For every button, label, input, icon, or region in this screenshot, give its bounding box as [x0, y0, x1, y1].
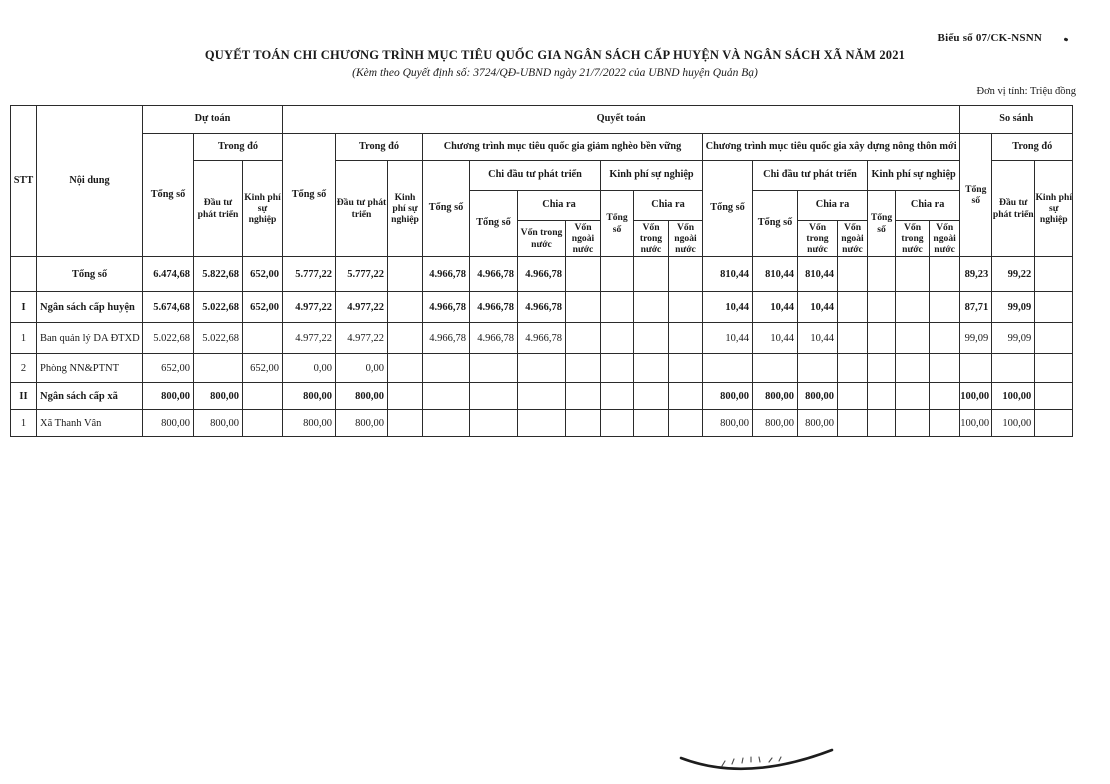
page-title: QUYẾT TOÁN CHI CHƯƠNG TRÌNH MỤC TIÊU QUỐC GIA NGÂN SÁCH CẤP HUYỆN VÀ NGÂN SÁCH XÃ NĂM 2021 [204, 48, 906, 62]
head-dt-kpsn: Kinh phí sự nghiệp [243, 161, 283, 257]
table-cell: 0,00 [336, 354, 388, 383]
table-cell: 800,00 [283, 410, 336, 437]
table-cell [1035, 354, 1073, 383]
table-cell [388, 292, 423, 323]
table-cell [423, 410, 470, 437]
table-cell [634, 354, 669, 383]
table-cell [930, 323, 960, 354]
table-cell [669, 410, 703, 437]
row-name: Ngân sách cấp xã [37, 383, 143, 410]
row-stt: I [11, 292, 37, 323]
table-cell [634, 383, 669, 410]
table-cell: 800,00 [336, 410, 388, 437]
row-name: Ngân sách cấp huyện [37, 292, 143, 323]
table-cell: 810,44 [798, 257, 838, 292]
table-cell: 800,00 [753, 410, 798, 437]
table-cell [601, 323, 634, 354]
table-cell: 5.822,68 [194, 257, 243, 292]
table-cell [669, 292, 703, 323]
row-stt [11, 257, 37, 292]
table-cell [930, 383, 960, 410]
table-cell [566, 292, 601, 323]
ink-dot-mark [1064, 37, 1069, 41]
table-cell [703, 354, 753, 383]
table-cell [388, 383, 423, 410]
head-gn-kp-vtn: Vốn trong nước [634, 221, 669, 257]
table-cell [1035, 410, 1073, 437]
table-cell: 10,44 [798, 323, 838, 354]
head-gn-kp-tong-so: Tổng số [601, 191, 634, 257]
table-row [11, 292, 1073, 323]
table-cell: 99,09 [992, 323, 1035, 354]
table-cell [1035, 292, 1073, 323]
table-cell: 4.966,78 [470, 257, 518, 292]
table-cell: 652,00 [243, 292, 283, 323]
table-cell: 800,00 [798, 383, 838, 410]
table-cell: 4.966,78 [518, 292, 566, 323]
head-ntm-kpsn: Kinh phí sự nghiệp [868, 161, 960, 191]
table-cell: 10,44 [753, 292, 798, 323]
page-subtitle: (Kèm theo Quyết định số: 3724/QĐ-UBND ngày 21/7/2022 của UBND huyện Quản Bạ) [352, 67, 758, 79]
table-cell: 4.966,78 [470, 323, 518, 354]
table-cell [868, 323, 896, 354]
table-cell [868, 257, 896, 292]
table-cell: 100,00 [960, 383, 992, 410]
table-cell [669, 257, 703, 292]
table-cell: 800,00 [143, 383, 194, 410]
table-cell: 4.966,78 [518, 323, 566, 354]
table-cell [243, 383, 283, 410]
table-cell: 100,00 [992, 383, 1035, 410]
head-dt-tong-so: Tổng số [143, 134, 194, 257]
table-row [11, 257, 1073, 292]
head-ntm-cdt-tong-so: Tổng số [753, 191, 798, 257]
table-cell: 99,09 [992, 292, 1035, 323]
table-cell [838, 354, 868, 383]
table-cell [896, 292, 930, 323]
head-gn-cdt-vtn: Vốn trong nước [518, 221, 566, 257]
table-cell [634, 323, 669, 354]
table-cell: 800,00 [336, 383, 388, 410]
table-cell: 5.777,22 [283, 257, 336, 292]
table-cell [838, 323, 868, 354]
stamp-ink-arc [638, 736, 870, 784]
table-cell [896, 383, 930, 410]
table-cell [798, 354, 838, 383]
table-cell: 5.022,68 [194, 323, 243, 354]
table-cell [194, 354, 243, 383]
table-cell [388, 354, 423, 383]
head-gn-cdt-tong-so: Tổng số [470, 191, 518, 257]
head-ntm-kp-tong-so: Tổng số [868, 191, 896, 257]
table-cell [753, 354, 798, 383]
table-row [11, 410, 1073, 437]
budget-settlement-table [10, 105, 1073, 437]
table-cell [388, 257, 423, 292]
table-cell: 4.977,22 [336, 323, 388, 354]
table-cell [992, 354, 1035, 383]
head-du-toan: Dự toán [143, 106, 283, 134]
head-ntm-cdt-vnn: Vốn ngoài nước [838, 221, 868, 257]
unit-note: Đơn vị tính: Triệu đồng [976, 86, 1076, 97]
table-cell [518, 383, 566, 410]
table-cell: 652,00 [143, 354, 194, 383]
head-gn-cdt-chia-ra: Chia ra [518, 191, 601, 221]
head-gn-kp-vnn: Vốn ngoài nước [669, 221, 703, 257]
table-cell [388, 410, 423, 437]
head-dt-trong-do: Trong đó [194, 134, 283, 161]
row-name: Phòng NN&PTNT [37, 354, 143, 383]
table-cell [243, 410, 283, 437]
head-quyet-toan: Quyết toán [283, 106, 960, 134]
table-cell: 10,44 [703, 292, 753, 323]
head-ntm-chi-dtpt: Chi đầu tư phát triển [753, 161, 868, 191]
table-cell [1035, 323, 1073, 354]
row-stt: 1 [11, 410, 37, 437]
head-ntm-kp-chia-ra: Chia ra [896, 191, 960, 221]
table-cell: 10,44 [703, 323, 753, 354]
head-gn-tong-so: Tổng số [423, 161, 470, 257]
table-cell [518, 410, 566, 437]
row-stt: II [11, 383, 37, 410]
table-cell: 99,09 [960, 323, 992, 354]
table-cell: 100,00 [992, 410, 1035, 437]
table-cell: 89,23 [960, 257, 992, 292]
table-cell [470, 383, 518, 410]
head-so-sanh: So sánh [960, 106, 1073, 134]
table-cell [930, 354, 960, 383]
table-cell [930, 410, 960, 437]
table-cell [669, 383, 703, 410]
table-cell [930, 257, 960, 292]
table-cell: 4.977,22 [283, 323, 336, 354]
table-cell [601, 292, 634, 323]
form-number: Biểu số 07/CK-NSNN [937, 32, 1042, 44]
head-gn-kpsn: Kinh phí sự nghiệp [601, 161, 703, 191]
table-cell [896, 410, 930, 437]
table-cell [896, 257, 930, 292]
table-cell [634, 292, 669, 323]
row-name: Xã Thanh Vân [37, 410, 143, 437]
table-body [11, 257, 1073, 437]
head-ss-dtpt: Đầu tư phát triển [992, 161, 1035, 257]
table-cell: 4.966,78 [423, 257, 470, 292]
head-ctmtqg-ntm: Chương trình mục tiêu quốc gia xây dựng nông thôn mới [703, 134, 960, 161]
table-cell [566, 410, 601, 437]
table-cell [868, 383, 896, 410]
table-cell: 652,00 [243, 354, 283, 383]
table-cell: 4.966,78 [518, 257, 566, 292]
table-header [11, 106, 1073, 257]
table-cell [601, 383, 634, 410]
table-cell [868, 354, 896, 383]
head-noi-dung: Nội dung [37, 106, 143, 257]
table-cell [423, 383, 470, 410]
table-cell: 800,00 [753, 383, 798, 410]
table-cell [566, 323, 601, 354]
table-cell [601, 354, 634, 383]
table-cell [601, 257, 634, 292]
head-ntm-cdt-chia-ra: Chia ra [798, 191, 868, 221]
table-cell: 810,44 [753, 257, 798, 292]
head-ss-tong-so: Tổng số [960, 134, 992, 257]
table-cell [634, 410, 669, 437]
row-name: Tổng số [37, 257, 143, 292]
head-gn-cdt-vnn: Vốn ngoài nước [566, 221, 601, 257]
table-cell [1035, 257, 1073, 292]
row-stt: 1 [11, 323, 37, 354]
table-cell: 800,00 [194, 383, 243, 410]
table-cell: 810,44 [703, 257, 753, 292]
table-cell [566, 257, 601, 292]
table-cell [838, 410, 868, 437]
table-cell: 800,00 [283, 383, 336, 410]
table-cell: 800,00 [798, 410, 838, 437]
table-cell [243, 323, 283, 354]
head-stt: STT [11, 106, 37, 257]
head-qt-tong-so: Tổng số [283, 134, 336, 257]
table-cell [566, 383, 601, 410]
table-cell [896, 323, 930, 354]
table-cell: 6.474,68 [143, 257, 194, 292]
table-cell [868, 410, 896, 437]
row-name: Ban quản lý DA ĐTXD [37, 323, 143, 354]
table-cell: 4.966,78 [423, 292, 470, 323]
table-cell: 10,44 [798, 292, 838, 323]
table-cell: 800,00 [143, 410, 194, 437]
table-cell: 5.674,68 [143, 292, 194, 323]
table-cell: 5.022,68 [143, 323, 194, 354]
table-cell: 4.977,22 [336, 292, 388, 323]
table-cell [1035, 383, 1073, 410]
table-cell [838, 292, 868, 323]
row-stt: 2 [11, 354, 37, 383]
table-cell [388, 323, 423, 354]
table-row [11, 383, 1073, 410]
table-cell [470, 410, 518, 437]
table-cell: 99,22 [992, 257, 1035, 292]
table-cell [896, 354, 930, 383]
table-cell: 5.777,22 [336, 257, 388, 292]
head-qt-dtpt: Đầu tư phát triển [336, 161, 388, 257]
table-row [11, 323, 1073, 354]
head-dt-dtpt: Đầu tư phát triển [194, 161, 243, 257]
head-ntm-cdt-vtn: Vốn trong nước [798, 221, 838, 257]
table-cell [960, 354, 992, 383]
head-qt-trong-do: Trong đó [336, 134, 423, 161]
table-cell [470, 354, 518, 383]
table-cell [601, 410, 634, 437]
table-cell [566, 354, 601, 383]
table-cell [669, 323, 703, 354]
table-cell [838, 257, 868, 292]
table-cell [634, 257, 669, 292]
table-cell [518, 354, 566, 383]
table-cell [423, 354, 470, 383]
table-cell: 4.966,78 [423, 323, 470, 354]
table-cell: 800,00 [703, 383, 753, 410]
head-ss-kpsn: Kinh phí sự nghiệp [1035, 161, 1073, 257]
head-ntm-kp-vnn: Vốn ngoài nước [930, 221, 960, 257]
table-cell: 4.966,78 [470, 292, 518, 323]
head-ntm-tong-so: Tổng số [703, 161, 753, 257]
head-gn-kp-chia-ra: Chia ra [634, 191, 703, 221]
table-cell: 5.022,68 [194, 292, 243, 323]
table-cell: 800,00 [703, 410, 753, 437]
table-cell [930, 292, 960, 323]
head-gn-chi-dtpt: Chi đầu tư phát triển [470, 161, 601, 191]
table-cell: 100,00 [960, 410, 992, 437]
table-cell: 652,00 [243, 257, 283, 292]
table-cell [669, 354, 703, 383]
head-ctmtqg-giam-ngheo: Chương trình mục tiêu quốc gia giảm nghèo bền vững [423, 134, 703, 161]
table-cell: 0,00 [283, 354, 336, 383]
table-cell [838, 383, 868, 410]
table-row [11, 354, 1073, 383]
head-ntm-kp-vtn: Vốn trong nước [896, 221, 930, 257]
table-cell: 87,71 [960, 292, 992, 323]
head-ss-trong-do: Trong đó [992, 134, 1073, 161]
table-cell: 800,00 [194, 410, 243, 437]
table-cell: 4.977,22 [283, 292, 336, 323]
head-qt-kpsn: Kinh phí sự nghiệp [388, 161, 423, 257]
table-cell [868, 292, 896, 323]
table-cell: 10,44 [753, 323, 798, 354]
